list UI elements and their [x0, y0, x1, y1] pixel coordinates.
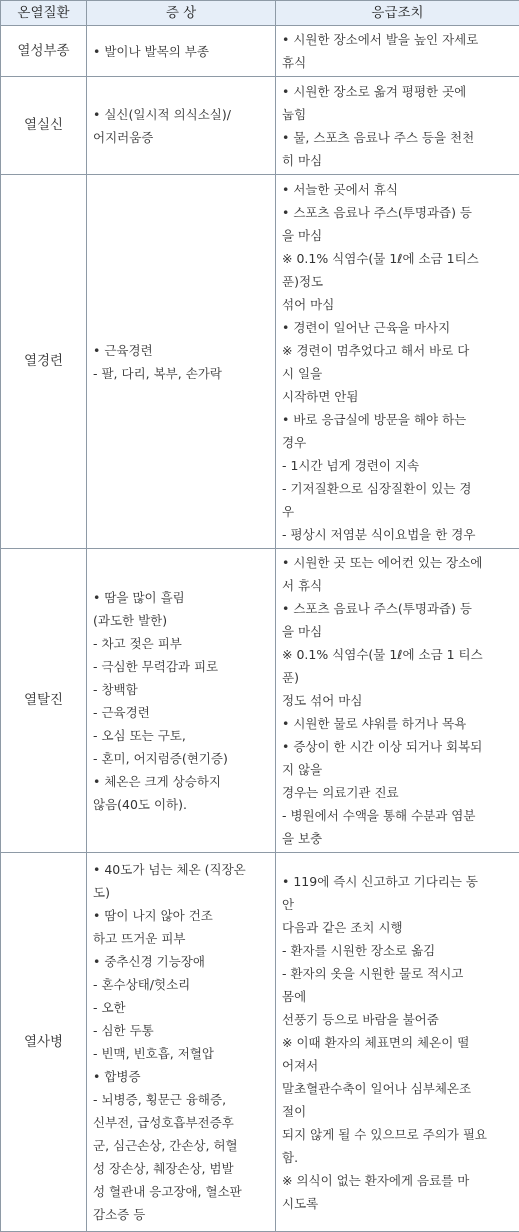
- symptom-line: • 땀을 많이 흘림: [93, 586, 271, 609]
- symptom-line: 신부전, 급성호흡부전증후: [93, 1111, 271, 1134]
- first-aid-line: 시 일을: [282, 362, 515, 385]
- first-aid-line: - 기저질환으로 심장질환이 있는 경: [282, 477, 515, 500]
- first-aid-line: - 평상시 저염분 식이요법을 한 경우: [282, 523, 515, 546]
- symptom-line: • 중추신경 기능장애: [93, 950, 271, 973]
- first-aid-line: 히 마심: [282, 149, 515, 172]
- first-aid-line: 경우: [282, 431, 515, 454]
- header-first-aid: 응급조치: [276, 1, 519, 26]
- first-aid-line: 안: [282, 893, 515, 916]
- symptom-line: - 팔, 다리, 복부, 손가락: [93, 362, 271, 385]
- first-aid-line: 함.: [282, 1146, 515, 1169]
- symptoms-cell: [87, 175, 276, 549]
- first-aid-line: • 서늘한 곳에서 휴식: [282, 178, 515, 201]
- first-aid-line: 푼)정도: [282, 270, 515, 293]
- symptoms-cell: [87, 26, 276, 77]
- symptom-line: 하고 뜨거운 피부: [93, 927, 271, 950]
- first-aid-line: ※ 0.1% 식염수(물 1ℓ에 소금 1 티스: [282, 643, 515, 666]
- symptom-line: • 근육경련: [93, 339, 271, 362]
- first-aid-line: - 환자의 옷을 시원한 물로 적시고: [282, 962, 515, 985]
- first-aid-line: 되지 않게 될 수 있으므로 주의가 필요: [282, 1123, 515, 1146]
- first-aid-line: • 바로 응급실에 방문을 해야 하는: [282, 408, 515, 431]
- header-symptoms: 증 상: [87, 1, 276, 26]
- header-row: [1, 1, 519, 26]
- first-aid-line: ※ 의식이 없는 환자에게 음료를 마: [282, 1169, 515, 1192]
- first-aid-line: ※ 경련이 멈추었다고 해서 바로 다: [282, 339, 515, 362]
- first-aid-line: • 시원한 장소에서 발을 높인 자세로: [282, 28, 515, 51]
- first-aid-line: • 물, 스포츠 음료나 주스 등을 천천: [282, 126, 515, 149]
- table-row: [1, 77, 519, 175]
- symptom-line: - 뇌병증, 횡문근 융해증,: [93, 1088, 271, 1111]
- symptom-line: - 혼수상태/헛소리: [93, 973, 271, 996]
- table-row: [1, 175, 519, 549]
- symptom-line: • 40도가 넘는 체온 (직장온: [93, 858, 271, 881]
- symptoms-cell: [87, 77, 276, 175]
- first-aid-line: 우: [282, 500, 515, 523]
- first-aid-line: • 시원한 장소로 옮겨 평평한 곳에: [282, 80, 515, 103]
- first-aid-cell: [276, 77, 519, 175]
- symptom-line: - 차고 젖은 피부: [93, 632, 271, 655]
- symptom-line: • 실신(일시적 의식소실)/: [93, 103, 271, 126]
- symptom-line: - 심한 두통: [93, 1019, 271, 1042]
- illness-name: 열경련: [1, 175, 87, 549]
- first-aid-cell: [276, 26, 519, 77]
- table-row: [1, 549, 519, 853]
- first-aid-line: 다음과 같은 조치 시행: [282, 916, 515, 939]
- symptom-line: • 땀이 나지 않아 건조: [93, 904, 271, 927]
- symptom-line: • 합병증: [93, 1065, 271, 1088]
- symptom-line: 군, 심근손상, 간손상, 허혈: [93, 1134, 271, 1157]
- illness-name: 열실신: [1, 77, 87, 175]
- first-aid-cell: [276, 175, 519, 549]
- symptom-line: 성 장손상, 췌장손상, 범발: [93, 1157, 271, 1180]
- first-aid-line: 지 않을: [282, 758, 515, 781]
- first-aid-line: • 시원한 곳 또는 에어컨 있는 장소에: [282, 551, 515, 574]
- header-illness: 온열질환: [1, 1, 87, 26]
- symptoms-cell: [87, 549, 276, 853]
- illness-name: 열사병: [1, 853, 87, 1232]
- illness-name: 열성부종: [1, 26, 87, 77]
- symptom-line: - 오한: [93, 996, 271, 1019]
- first-aid-line: 눕힘: [282, 103, 515, 126]
- first-aid-cell: [276, 853, 519, 1232]
- symptom-line: 도): [93, 881, 271, 904]
- first-aid-line: 어져서: [282, 1054, 515, 1077]
- first-aid-line: 서 휴식: [282, 574, 515, 597]
- symptom-line: 성 혈관내 응고장애, 혈소판: [93, 1180, 271, 1203]
- first-aid-line: 몸에: [282, 985, 515, 1008]
- symptom-line: - 혼미, 어지럼증(현기증): [93, 747, 271, 770]
- first-aid-line: 을 마심: [282, 224, 515, 247]
- first-aid-line: 정도 섞어 마심: [282, 689, 515, 712]
- first-aid-line: - 환자를 시원한 장소로 옮김: [282, 939, 515, 962]
- table-row: [1, 853, 519, 1232]
- first-aid-line: • 119에 즉시 신고하고 기다리는 동: [282, 870, 515, 893]
- first-aid-line: 말초혈관수축이 일어나 심부체온조: [282, 1077, 515, 1100]
- first-aid-line: - 1시간 넘게 경련이 지속: [282, 454, 515, 477]
- first-aid-line: 절이: [282, 1100, 515, 1123]
- first-aid-line: • 스포츠 음료나 주스(투명과즙) 등: [282, 201, 515, 224]
- first-aid-line: ※ 0.1% 식염수(물 1ℓ에 소금 1티스: [282, 247, 515, 270]
- first-aid-line: 을 마심: [282, 620, 515, 643]
- first-aid-line: • 스포츠 음료나 주스(투명과즙) 등: [282, 597, 515, 620]
- first-aid-line: 시작하면 안됨: [282, 385, 515, 408]
- symptom-line: - 빈맥, 빈호흡, 저혈압: [93, 1042, 271, 1065]
- table-row: [1, 26, 519, 77]
- symptom-line: • 발이나 발목의 부종: [93, 40, 271, 63]
- symptom-line: - 근육경련: [93, 701, 271, 724]
- first-aid-line: - 병원에서 수액을 통해 수분과 염분: [282, 804, 515, 827]
- first-aid-line: • 증상이 한 시간 이상 되거나 회복되: [282, 735, 515, 758]
- first-aid-line: 선풍기 등으로 바람을 불어줌: [282, 1008, 515, 1031]
- symptom-line: 어지러움증: [93, 126, 271, 149]
- symptom-line: - 극심한 무력감과 피로: [93, 655, 271, 678]
- first-aid-line: 경우는 의료기관 진료: [282, 781, 515, 804]
- symptom-line: (과도한 발한): [93, 609, 271, 632]
- symptom-line: 않음(40도 이하).: [93, 793, 271, 816]
- first-aid-line: 푼): [282, 666, 515, 689]
- first-aid-line: • 경련이 일어난 근육을 마사지: [282, 316, 515, 339]
- symptom-line: 감소증 등: [93, 1203, 271, 1226]
- table-body: [1, 26, 519, 1232]
- first-aid-line: 을 보충: [282, 827, 515, 850]
- symptoms-cell: [87, 853, 276, 1232]
- symptom-line: • 체온은 크게 상승하지: [93, 770, 271, 793]
- illness-name: 열탈진: [1, 549, 87, 853]
- first-aid-line: ※ 이때 환자의 체표면의 체온이 떨: [282, 1031, 515, 1054]
- symptom-line: - 창백함: [93, 678, 271, 701]
- first-aid-cell: [276, 549, 519, 853]
- first-aid-line: • 시원한 물로 샤워를 하거나 목욕: [282, 712, 515, 735]
- first-aid-line: 시도록: [282, 1192, 515, 1215]
- symptom-line: - 오심 또는 구토,: [93, 724, 271, 747]
- first-aid-line: 섞어 마심: [282, 293, 515, 316]
- first-aid-line: 휴식: [282, 51, 515, 74]
